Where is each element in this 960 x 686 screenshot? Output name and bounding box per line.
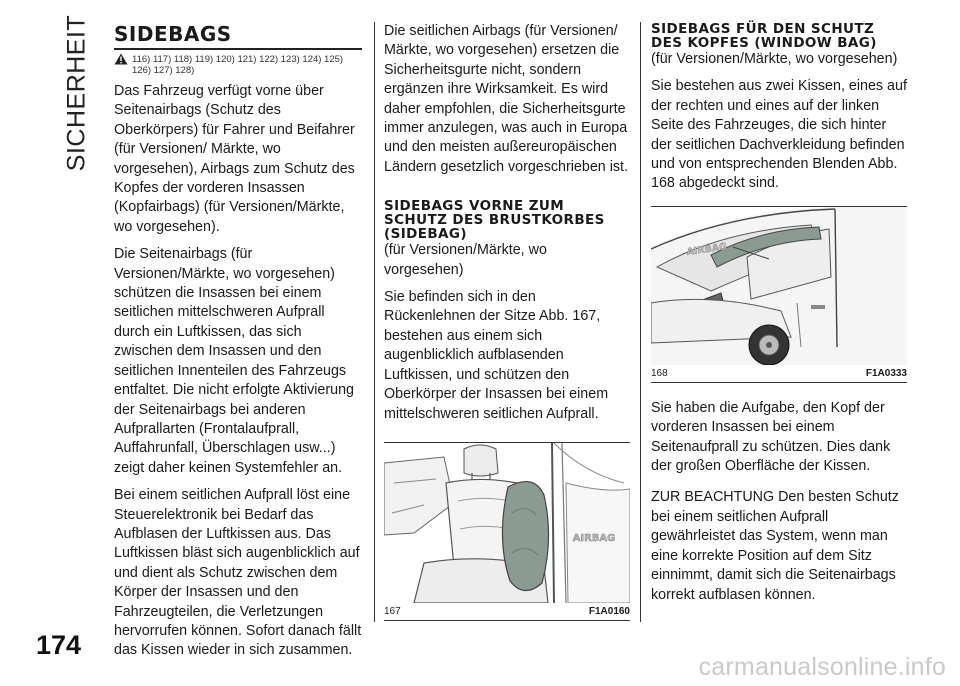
column-divider <box>640 22 641 622</box>
warning-references <box>114 54 362 76</box>
figure-code: F1A0160 <box>588 605 630 617</box>
paragraph: Die seitlichen Airbags (für Versionen/ Märkte, wo vorgesehen) ersetzen die Sicherheitsgurte nicht, sondern ergänzen ihre Wirksamkeit. Es wird daher empfohlen, die Sicherheitsgurte immer anzulegen, was auch in Europa und den meisten außereuropäischen Ländern gesetzlich vorgeschrieben ist. <box>384 23 628 175</box>
section-title: SIDEBAGS <box>114 22 232 46</box>
airbag-label: AIRBAG <box>572 532 616 544</box>
watermark-text: carmanualsonline.info <box>698 653 946 681</box>
seat-airbag-illustration <box>384 443 630 603</box>
figure-168 <box>651 206 907 383</box>
column-divider <box>374 22 375 622</box>
reference-list: 116) 117) 118) 119) 120) 121) 122) 123) 124) 125) 126) 127) 128) <box>132 54 344 76</box>
warning-triangle-icon <box>114 53 128 68</box>
chapter-label: SICHERHEIT <box>62 14 91 172</box>
figure-number: 167 <box>384 605 401 617</box>
subsection-subheading: (für Versionen/Märkte, wo vorgesehen) <box>384 242 547 278</box>
paragraph: Sie bestehen aus zwei Kissen, eines auf der rechten und eines auf der linken Seite des Fahrzeuges, die sich hinter der seitlichen Dachverkleidung befinden und von entsprechenden Blenden Abb. 168 abgedeckt sind. <box>651 78 907 192</box>
column-1 <box>114 22 362 669</box>
paragraph: Sie befinden sich in den Rückenlehnen der Sitze Abb. 167, bestehen aus einem sich augenblicklich aufblasenden Luftkissen, und schützen den Oberkörper der Insassen bei einem mittelschweren seitlichen Aufprall. <box>384 289 609 422</box>
paragraph: ZUR BEACHTUNG Den besten Schutz bei einem seitlichen Aufprall gewährleistet das System, wenn man eine korrekte Position auf dem Sitz einnimmt, damit sich die Seitenairbags korrekt aufblasen können. <box>651 489 899 603</box>
column-2 <box>384 22 630 621</box>
figure-167 <box>384 442 630 621</box>
page-number: 174 <box>36 630 82 660</box>
subsection-heading: SIDEBAGS FÜR DEN SCHUTZ DES KOPFES (WINDOW BAG) <box>651 21 877 51</box>
title-rule <box>114 48 362 50</box>
paragraph: Bei einem seitlichen Aufprall löst eine Steuerelektronik bei Bedarf das Aufblasen der Luftkissen aus. Das Luftkissen bläst sich augenblicklich auf und dient als Schutz zwischen dem Körper der Insassen und den Fahrzeugteilen, die Verletzungen hervorrufen können. Sofort danach fällt das Kissen wieder in sich zusammen. <box>114 487 362 659</box>
chapter-tab <box>62 14 92 172</box>
paragraph: Sie haben die Aufgabe, den Kopf der vorderen Insassen bei einem Seitenaufprall zu schützen. Dies dank der großen Oberfläche der Kissen. <box>651 399 891 475</box>
paragraph: Das Fahrzeug verfügt vorne über Seitenairbags (Schutz des Oberkörpers) für Fahrer und Beifahrer (für Versionen/ Märkte, wo vorgesehen), Airbags zum Schutz des Kopfes der vorderen Insassen (Kopfairbags) (für Versionen/Märkte, wo vorgesehen). <box>114 83 355 235</box>
figure-caption <box>651 365 907 380</box>
figure-number: 168 <box>651 367 668 379</box>
van-window-airbag-illustration <box>651 207 907 365</box>
airbag-label: AIRBAG <box>685 241 728 258</box>
subsection-subheading: (für Versionen/Märkte, wo vorgesehen) <box>651 51 898 67</box>
paragraph: Die Seitenairbags (für Versionen/Märkte, wo vorgesehen) schützen die Insassen bei einem seitlichen mittelschweren Aufprall durch ein Luftkissen, das sich zwischen dem Insassen und den seitlichen Innenteilen des Fahrzeugs entfaltet. Die nicht erfolgte Aktivierung der Seitenairbags bei anderen Aufprallarten (Frontalaufprall, Auffahrunfall, Überschlagen usw...) zeigt daher keinen Systemfehler an. <box>114 246 355 476</box>
figure-caption <box>384 603 630 618</box>
subsection-heading: SIDEBAGS VORNE ZUM SCHUTZ DES BRUSTKORBES (SIDEBAG) <box>384 198 605 243</box>
column-3 <box>651 22 907 613</box>
figure-code: F1A0333 <box>865 367 907 379</box>
